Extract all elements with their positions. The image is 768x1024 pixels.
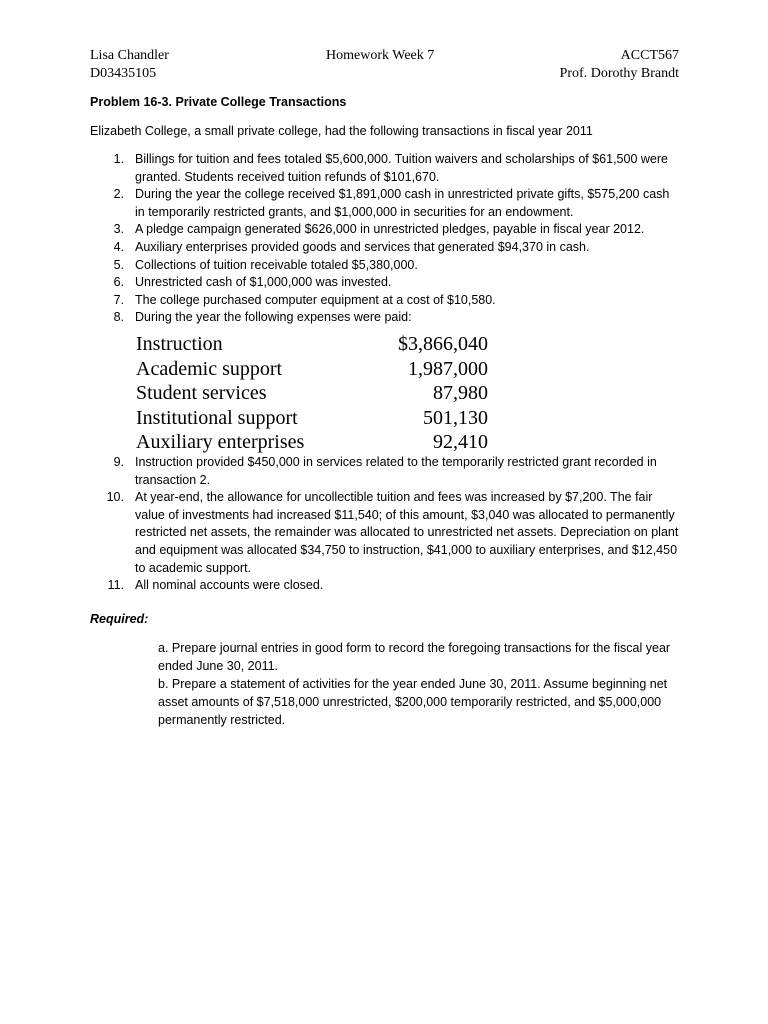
table-row	[136, 332, 488, 357]
expense-label: Instruction	[136, 333, 223, 355]
item-number: 8.	[113, 310, 124, 325]
list-item	[90, 151, 680, 186]
item-text: Billings for tuition and fees totaled $5,600,000. Tuition waivers and scholarships of $61,500 were granted. Students received tuition refunds of $101,670.	[135, 152, 668, 184]
list-item	[90, 257, 680, 275]
table-row	[136, 406, 488, 431]
assignment-title: Homework Week 7	[326, 48, 435, 63]
expense-label: Institutional support	[136, 406, 298, 429]
item-number: 11.	[107, 578, 124, 593]
expense-label: Academic support	[136, 357, 283, 380]
item-number: 4.	[113, 239, 124, 254]
item-number: 2.	[113, 187, 124, 202]
item-text: During the year the following expenses were paid:	[135, 310, 412, 325]
item-number: 7.	[113, 292, 124, 307]
item-text: Collections of tuition receivable totaled $5,380,000.	[135, 257, 418, 272]
item-number: 6.	[113, 275, 124, 290]
item-text: All nominal accounts were closed.	[135, 578, 324, 593]
list-item	[90, 239, 680, 257]
expense-amount: 87,980	[433, 382, 488, 405]
required-part-a: a. Prepare journal entries in good form to record the foregoing transactions for the fiscal year ended June 30, 2011.	[158, 641, 671, 673]
table-row	[136, 430, 488, 455]
item-number: 1.	[113, 152, 124, 166]
expense-label: Auxiliary enterprises	[136, 431, 305, 454]
expense-amount: 501,130	[423, 406, 488, 429]
item-number: 9.	[113, 455, 124, 469]
expense-amount: $3,866,040	[398, 333, 488, 355]
item-number: 10.	[106, 490, 124, 505]
transaction-list	[90, 151, 680, 327]
list-item	[90, 274, 680, 292]
required-heading: Required:	[90, 612, 149, 626]
table-row	[136, 357, 488, 382]
table-row	[136, 381, 488, 406]
item-number: 5.	[113, 257, 124, 272]
required-part-b: b. Prepare a statement of activities for the year ended June 30, 2011. Assume beginning net asset amounts of $7,518,000 unrestricted, $200,000 temporarily restricted, and $5,000,000 permanently restricted.	[158, 677, 668, 727]
problem-intro: Elizabeth College, a small private college, had the following transactions in fiscal year 2011	[90, 124, 593, 138]
problem-title: Problem 16-3. Private College Transactions	[90, 95, 347, 109]
list-item	[90, 489, 680, 577]
item-text: Instruction provided $450,000 in services related to the temporarily restricted grant recorded in transaction 2.	[135, 455, 657, 487]
item-text: At year-end, the allowance for uncollectible tuition and fees was increased by $7,200. The fair value of investments had increased $11,540; of this amount, $3,040 was allocated to permanently restricted net assets, the remainder was allocated to unrestricted net assets. Depreciation on plant and equipment was allocated $34,750 to instruction, $41,000 to auxiliary enterprises, and $12,450 to academic support.	[135, 490, 679, 575]
item-text: During the year the college received $1,891,000 cash in unrestricted private gifts, $575,200 cash in temporarily restricted grants, and $1,000,000 in securities for an endowment.	[135, 187, 670, 219]
expense-label: Student services	[136, 382, 267, 405]
list-item	[90, 309, 680, 327]
item-text: The college purchased computer equipment at a cost of $10,580.	[135, 292, 496, 307]
required-section	[158, 639, 680, 729]
course-code: ACCT567	[620, 48, 679, 63]
list-item	[90, 454, 680, 489]
item-text: Auxiliary enterprises provided goods and services that generated $94,370 in cash.	[135, 239, 590, 254]
item-text: A pledge campaign generated $626,000 in unrestricted pledges, payable in fiscal year 2012.	[135, 222, 645, 237]
item-number: 3.	[113, 222, 124, 237]
professor-name: Prof. Dorothy Brandt	[559, 66, 679, 81]
expense-amount: 1,987,000	[408, 357, 488, 380]
list-item	[90, 186, 680, 221]
list-item	[90, 292, 680, 310]
student-id: D03435105	[90, 66, 157, 81]
list-item	[90, 221, 680, 239]
transaction-list-continued	[90, 454, 680, 595]
expense-amount: 92,410	[433, 431, 488, 454]
expense-table	[136, 332, 488, 455]
list-item	[90, 577, 680, 595]
item-text: Unrestricted cash of $1,000,000 was invested.	[135, 275, 392, 290]
student-name: Lisa Chandler	[90, 48, 169, 63]
